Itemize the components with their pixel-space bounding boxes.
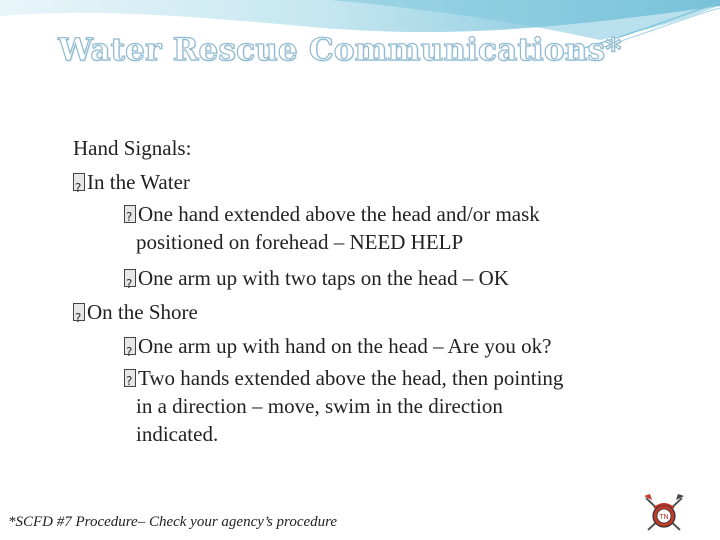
section-label: On the Shore — [87, 300, 198, 324]
section-on-the-shore — [73, 295, 693, 329]
section-label: In the Water — [87, 170, 190, 194]
footer-note: *SCFD #7 Procedure– Check your agency’s procedure — [8, 514, 338, 530]
svg-text:TN: TN — [659, 513, 669, 521]
list-item-text: in a direction – move, swim in the direction — [136, 394, 503, 418]
missing-glyph-bullet-icon — [124, 369, 136, 387]
slide-body — [73, 131, 693, 453]
missing-glyph-bullet-icon — [124, 337, 136, 355]
missing-glyph-bullet-icon — [73, 173, 85, 191]
missing-glyph-bullet-icon — [73, 303, 85, 321]
body-heading: Hand Signals: — [73, 136, 192, 160]
list-item-text: One arm up with hand on the head – Are you ok? — [138, 334, 552, 358]
list-item-text: One hand extended above the head and/or mask — [138, 202, 540, 226]
section-in-the-water — [73, 165, 693, 199]
list-item — [73, 364, 693, 448]
list-item — [73, 200, 693, 256]
list-item-text: indicated. — [136, 422, 219, 446]
missing-glyph-bullet-icon — [124, 205, 136, 223]
list-item-text: positioned on forehead – NEED HELP — [136, 230, 464, 254]
fire-department-emblem-icon — [640, 492, 688, 536]
missing-glyph-bullet-icon — [124, 269, 136, 287]
list-item-text: One arm up with two taps on the head – OK — [138, 266, 509, 290]
slide-title: Water Rescue Communications* — [58, 32, 622, 68]
list-item-text: Two hands extended above the head, then pointing — [138, 366, 564, 390]
list-item — [73, 261, 693, 295]
list-item — [73, 329, 693, 363]
